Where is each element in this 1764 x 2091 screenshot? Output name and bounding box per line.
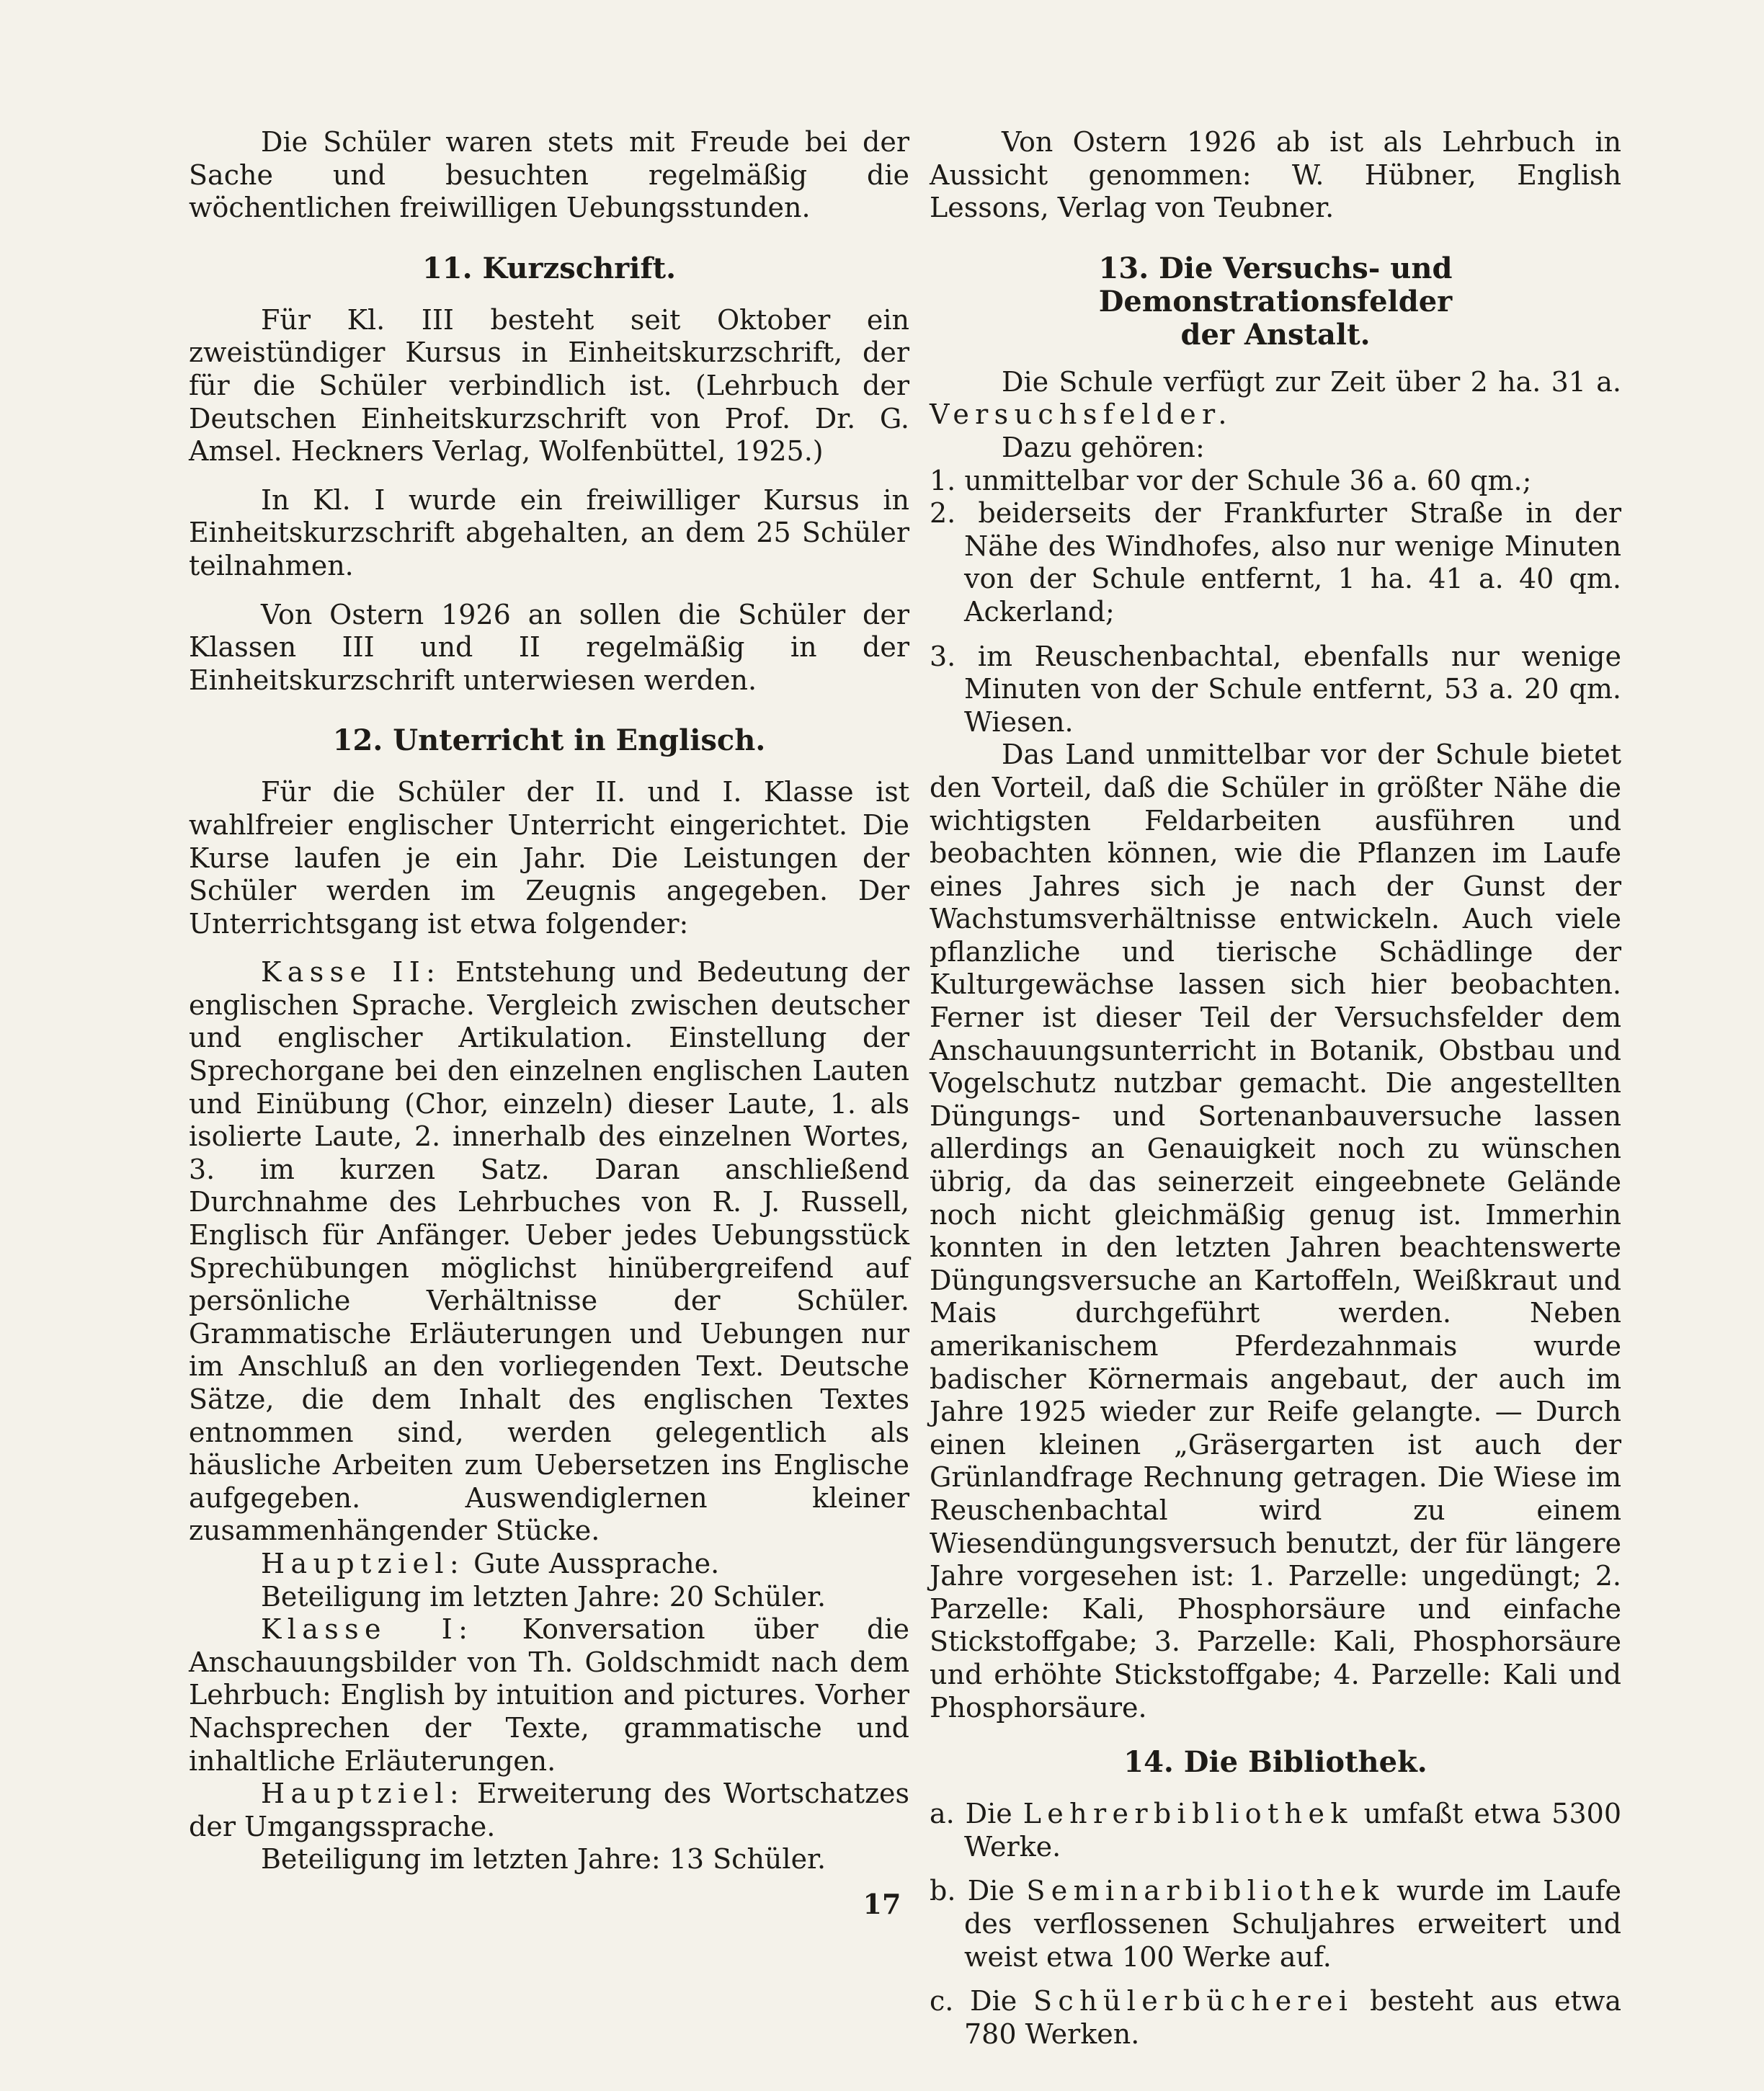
section-11-paragraph-3: Von Ostern 1926 an sollen die Schüler der Klassen III und II regelmäßig in der Einheitskurzschrift unterwiesen werden.	[189, 598, 909, 696]
section-13-heading-line-2: der Anstalt.	[1180, 317, 1371, 352]
library-item-a-name: Lehrerbibliothek	[1023, 1798, 1353, 1830]
klasse-1-label: Klasse I:	[261, 1613, 474, 1646]
section-13-heading-line-1: 13. Die Versuchs- und Demonstrationsfelder	[1098, 251, 1453, 318]
field-list-item-1: 1. unmittelbar vor der Schule 36 a. 60 qm.;	[930, 464, 1532, 496]
section-13-paragraph-1	[930, 366, 1621, 432]
klasse-1-paragraph	[189, 1613, 909, 1778]
field-list	[930, 465, 1621, 739]
left-intro-paragraph: Die Schüler waren stets mit Freude bei der Sache und besuchten regelmäßig die wöchentlichen freiwilligen Uebungsstunden.	[189, 126, 909, 224]
section-11-paragraph-1: Für Kl. III besteht seit Oktober ein zweistündiger Kursus in Einheitskurzschrift, der für die Schüler verbindlich ist. (Lehrbuch der Deutschen Einheitskurzschrift von Prof. Dr. G. Amsel. Heckners Verlag, Wolfenbüttel, 1925.)	[189, 303, 909, 468]
library-item-c-text: besteht aus etwa 780 Werken.	[964, 1985, 1621, 2050]
section-14-heading: 14. Die Bibliothek.	[1123, 1745, 1427, 1780]
library-item-a	[930, 1798, 1621, 1863]
field-list-item-2: 2. beiderseits der Frankfurter Straße in der Nähe des Windhofes, also nur wenige Minuten von der Schule entfernt, 1 ha. 41 a. 40 qm. Ackerland;	[930, 497, 1621, 628]
klasse-2-hauptziel	[189, 1548, 909, 1581]
library-item-c	[930, 1985, 1621, 2051]
section-11-heading: 11. Kurzschrift.	[422, 251, 677, 285]
library-list	[930, 1798, 1621, 2051]
section-13-paragraph-3: Das Land unmittelbar vor der Schule bietet den Vorteil, daß die Schüler in größter Nähe die wichtigsten Feldarbeiten ausführen und beobachten können, wie die Pflanzen im Laufe eines Jahres sich je nach der Gunst der Wachstumsverhältnisse entwickeln. Auch viele pflanzliche und tierische Schädlinge der Kulturgewächse lassen sich hier beobachten. Ferner ist dieser Teil der Versuchsfelder dem Anschauungsunterricht in Botanik, Obstbau und Vogelschutz nutzbar gemacht. Die angestellten Düngungs- und Sortenanbauversuche lassen allerdings an Genauigkeit noch zu wünschen übrig, da das seinerzeit eingeebnete Gelände noch nicht gleichmäßig genug ist. Immerhin konnten in den letzten Jahren beachtenswerte Düngungsversuche an Kartoffeln, Weißkraut und Mais durchgeführt werden. Neben amerikanischem Pferdezahnmais wurde badischer Körnermais angebaut, der auch im Jahre 1925 wieder zur Reife gelangte. — Durch einen kleinen „Gräsergarten ist auch der Grünlandfrage Rechnung getragen. Die Wiese im Reuschenbachtal wird zu einem Wiesendüngungsversuch benutzt, der für längere Jahre vorgesehen ist: 1. Parzelle: ungedüngt; 2. Parzelle: Kali, Phosphorsäure und einfache Stickstoffgabe; 3. Parzelle: Kali, Phosphorsäure und erhöhte Stickstoffgabe; 4. Parzelle: Kali und Phosphorsäure.	[930, 739, 1621, 1724]
section-13-heading	[930, 252, 1621, 352]
klasse-2-label: Kasse II:	[261, 956, 442, 989]
klasse-1-text: Konversation über die Anschauungsbilder von Th. Goldschmidt nach dem Lehrbuch: English by intuition and pictures. Vorher Nachsprechen der Texte, grammatische und inhaltliche Erläuterungen.	[189, 1613, 909, 1777]
versuchsfelder-spaced: Versuchsfelder.	[930, 398, 1233, 431]
library-item-a-text: umfaßt etwa 5300 Werke.	[964, 1798, 1621, 1863]
left-column	[189, 126, 909, 1876]
library-item-a-prefix: a. Die	[930, 1798, 1023, 1830]
field-list-item-3: 3. im Reuschenbachtal, ebenfalls nur wenige Minuten von der Schule entfernt, 53 a. 20 qm. Wiesen.	[930, 640, 1621, 738]
klasse-2-hauptziel-text: Gute Aussprache.	[465, 1547, 720, 1579]
klasse-1-hauptziel	[189, 1778, 909, 1843]
right-intro-paragraph: Von Ostern 1926 ab ist als Lehrbuch in Aussicht genommen: W. Hübner, English Lessons, Verlag von Teubner.	[930, 126, 1621, 224]
section-13-paragraph-1-text: Die Schule verfügt zur Zeit über 2 ha. 31 a.	[1002, 365, 1621, 398]
klasse-1-beteiligung: Beteiligung im letzten Jahre: 13 Schüler.	[261, 1843, 827, 1876]
library-item-b-name: Seminarbibliothek	[1026, 1875, 1385, 1907]
section-13-paragraph-2: Dazu gehören:	[1002, 431, 1205, 463]
library-item-b-prefix: b. Die	[930, 1875, 1027, 1907]
klasse-1-hauptziel-text: Erweiterung des Wortschatzes der Umgangssprache.	[189, 1778, 909, 1842]
section-12-paragraph-1: Für die Schüler der II. und I. Klasse ist wahlfreier englischer Unterricht eingerichtet. Die Kurse laufen je ein Jahr. Die Leistungen der Schüler werden im Zeugnis angegeben. Der Unterrichtsgang ist etwa folgender:	[189, 776, 909, 940]
library-item-c-prefix: c. Die	[930, 1985, 1033, 2018]
right-column	[930, 126, 1621, 2051]
section-12-heading: 12. Unterricht in Englisch.	[332, 723, 766, 758]
klasse-2-hauptziel-label: Hauptziel:	[261, 1547, 466, 1579]
klasse-2-paragraph	[189, 956, 909, 1548]
library-item-c-name: Schülerbücherei	[1033, 1985, 1354, 2018]
page-number: 17	[863, 1888, 901, 1920]
klasse-1-hauptziel-label: Hauptziel:	[261, 1778, 466, 1810]
klasse-2-beteiligung: Beteiligung im letzten Jahre: 20 Schüler.	[261, 1580, 827, 1613]
section-11-paragraph-2: In Kl. I wurde ein freiwilliger Kursus in Einheitskurzschrift abgehalten, an dem 25 Schüler teilnahmen.	[189, 483, 909, 581]
library-item-b-text: wurde im Laufe des verflossenen Schuljahres erweitert und weist etwa 100 Werke auf.	[964, 1875, 1621, 1973]
klasse-2-text: Entstehung und Bedeutung der englischen Sprache. Vergleich zwischen deutscher und englischer Artikulation. Einstellung der Sprechorgane bei den einzelnen englischen Lauten und Einübung (Chor, einzeln) dieser Laute, 1. als isolierte Laute, 2. innerhalb des einzelnen Wortes, 3. im kurzen Satz. Daran anschließend Durchnahme des Lehrbuches von R. J. Russell, Englisch für Anfänger. Ueber jedes Uebungsstück Sprechübungen möglichst hinübergreifend auf persönliche Verhältnisse der Schüler. Grammatische Erläuterungen und Uebungen nur im Anschluß an den vorliegenden Text. Deutsche Sätze, die dem Inhalt des englischen Textes entnommen sind, werden gelegentlich als häusliche Arbeiten zum Uebersetzen ins Englische aufgegeben. Auswendiglernen kleiner zusammenhängender Stücke.	[189, 956, 909, 1547]
